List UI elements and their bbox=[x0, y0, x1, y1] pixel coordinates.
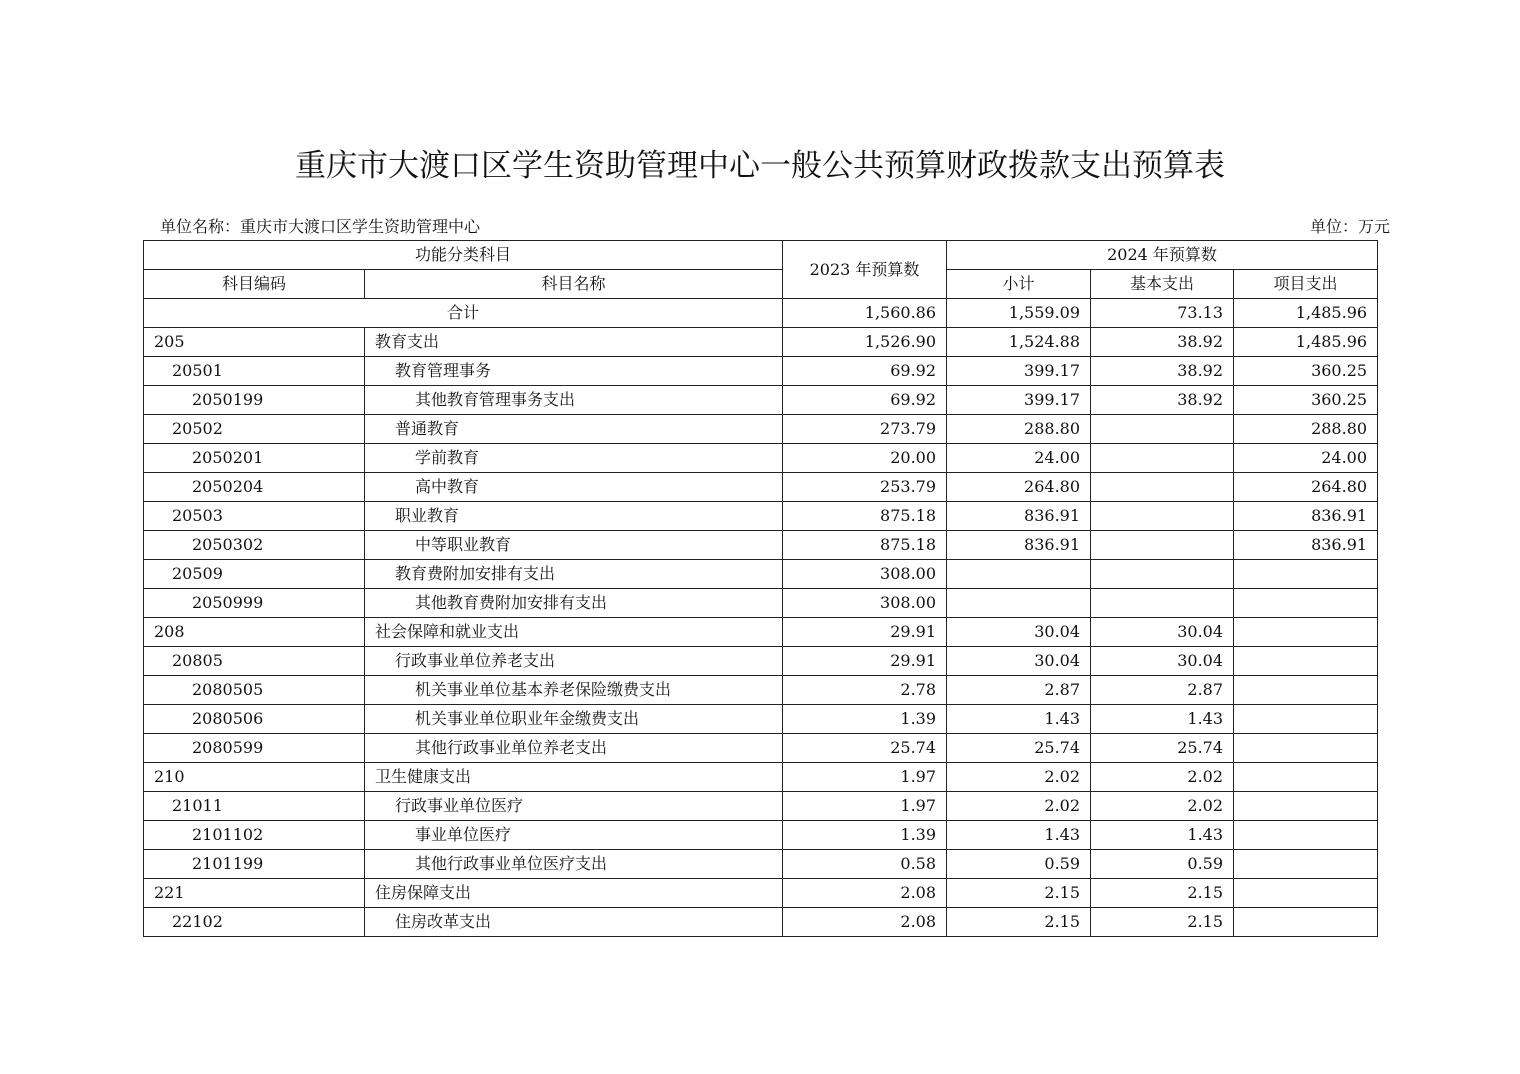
cell-project: 360.25 bbox=[1234, 357, 1378, 386]
cell-basic: 2.02 bbox=[1091, 792, 1234, 821]
cell-project bbox=[1234, 821, 1378, 850]
cell-name: 社会保障和就业支出 bbox=[365, 618, 783, 647]
cell-name: 其他教育费附加安排有支出 bbox=[365, 589, 783, 618]
cell-project bbox=[1234, 908, 1378, 937]
cell-name: 行政事业单位养老支出 bbox=[365, 647, 783, 676]
cell-budget-2023: 1.97 bbox=[783, 792, 947, 821]
cell-subtotal: 399.17 bbox=[947, 357, 1091, 386]
header-budget-2024: 2024 年预算数 bbox=[947, 241, 1378, 270]
cell-basic: 25.74 bbox=[1091, 734, 1234, 763]
header-project: 项目支出 bbox=[1234, 270, 1378, 299]
cell-budget-2023: 875.18 bbox=[783, 502, 947, 531]
cell-basic: 38.92 bbox=[1091, 386, 1234, 415]
cell-basic: 38.92 bbox=[1091, 328, 1234, 357]
header-row-2 bbox=[144, 270, 1378, 299]
cell-budget-2023: 69.92 bbox=[783, 357, 947, 386]
cell-subtotal: 2.87 bbox=[947, 676, 1091, 705]
cell-project bbox=[1234, 676, 1378, 705]
cell-subtotal: 30.04 bbox=[947, 647, 1091, 676]
cell-code: 20502 bbox=[144, 415, 365, 444]
cell-subtotal: 399.17 bbox=[947, 386, 1091, 415]
table-row bbox=[144, 328, 1378, 357]
cell-budget-2023: 2.08 bbox=[783, 908, 947, 937]
cell-subtotal: 1,524.88 bbox=[947, 328, 1091, 357]
cell-code: 20501 bbox=[144, 357, 365, 386]
table-row bbox=[144, 560, 1378, 589]
cell-budget-2023: 20.00 bbox=[783, 444, 947, 473]
cell-budget-2023: 69.92 bbox=[783, 386, 947, 415]
table-row bbox=[144, 676, 1378, 705]
cell-basic bbox=[1091, 531, 1234, 560]
cell-budget-2023: 1,526.90 bbox=[783, 328, 947, 357]
table-row bbox=[144, 850, 1378, 879]
header-subtotal: 小计 bbox=[947, 270, 1091, 299]
cell-project bbox=[1234, 618, 1378, 647]
cell-basic bbox=[1091, 589, 1234, 618]
header-row-1 bbox=[144, 241, 1378, 270]
cell-project bbox=[1234, 647, 1378, 676]
total-subtotal: 1,559.09 bbox=[947, 299, 1091, 328]
cell-subtotal bbox=[947, 560, 1091, 589]
cell-name: 行政事业单位医疗 bbox=[365, 792, 783, 821]
cell-code: 210 bbox=[144, 763, 365, 792]
cell-project bbox=[1234, 792, 1378, 821]
cell-project bbox=[1234, 560, 1378, 589]
header-basic: 基本支出 bbox=[1091, 270, 1234, 299]
cell-name: 卫生健康支出 bbox=[365, 763, 783, 792]
cell-code: 2050199 bbox=[144, 386, 365, 415]
cell-budget-2023: 2.78 bbox=[783, 676, 947, 705]
cell-name: 普通教育 bbox=[365, 415, 783, 444]
cell-subtotal: 2.15 bbox=[947, 879, 1091, 908]
cell-budget-2023: 1.39 bbox=[783, 705, 947, 734]
cell-project: 360.25 bbox=[1234, 386, 1378, 415]
cell-project: 288.80 bbox=[1234, 415, 1378, 444]
table-row bbox=[144, 473, 1378, 502]
cell-name: 其他行政事业单位医疗支出 bbox=[365, 850, 783, 879]
cell-budget-2023: 308.00 bbox=[783, 560, 947, 589]
cell-budget-2023: 0.58 bbox=[783, 850, 947, 879]
table-row bbox=[144, 879, 1378, 908]
cell-code: 2101199 bbox=[144, 850, 365, 879]
cell-basic bbox=[1091, 444, 1234, 473]
cell-subtotal: 288.80 bbox=[947, 415, 1091, 444]
header-code: 科目编码 bbox=[144, 270, 365, 299]
cell-project bbox=[1234, 850, 1378, 879]
cell-budget-2023: 1.39 bbox=[783, 821, 947, 850]
cell-code: 2080506 bbox=[144, 705, 365, 734]
cell-name: 其他教育管理事务支出 bbox=[365, 386, 783, 415]
cell-name: 学前教育 bbox=[365, 444, 783, 473]
table-row bbox=[144, 792, 1378, 821]
cell-project: 1,485.96 bbox=[1234, 328, 1378, 357]
cell-budget-2023: 308.00 bbox=[783, 589, 947, 618]
cell-name: 中等职业教育 bbox=[365, 531, 783, 560]
cell-code: 20805 bbox=[144, 647, 365, 676]
header-name: 科目名称 bbox=[365, 270, 783, 299]
cell-basic: 1.43 bbox=[1091, 821, 1234, 850]
cell-subtotal: 25.74 bbox=[947, 734, 1091, 763]
cell-budget-2023: 253.79 bbox=[783, 473, 947, 502]
unit-name: 单位名称：重庆市大渡口区学生资助管理中心 bbox=[160, 217, 481, 236]
cell-subtotal: 836.91 bbox=[947, 502, 1091, 531]
total-2023: 1,560.86 bbox=[783, 299, 947, 328]
cell-basic: 2.15 bbox=[1091, 879, 1234, 908]
cell-name: 教育管理事务 bbox=[365, 357, 783, 386]
cell-basic: 30.04 bbox=[1091, 618, 1234, 647]
table-row bbox=[144, 589, 1378, 618]
cell-name: 其他行政事业单位养老支出 bbox=[365, 734, 783, 763]
cell-budget-2023: 875.18 bbox=[783, 531, 947, 560]
cell-project bbox=[1234, 589, 1378, 618]
cell-project bbox=[1234, 734, 1378, 763]
cell-budget-2023: 273.79 bbox=[783, 415, 947, 444]
cell-subtotal: 1.43 bbox=[947, 821, 1091, 850]
table-row bbox=[144, 618, 1378, 647]
cell-subtotal: 264.80 bbox=[947, 473, 1091, 502]
cell-subtotal: 2.15 bbox=[947, 908, 1091, 937]
table-row bbox=[144, 908, 1378, 937]
cell-basic: 2.87 bbox=[1091, 676, 1234, 705]
total-project: 1,485.96 bbox=[1234, 299, 1378, 328]
cell-code: 2080599 bbox=[144, 734, 365, 763]
cell-project: 264.80 bbox=[1234, 473, 1378, 502]
total-label: 合计 bbox=[144, 299, 783, 328]
table-row bbox=[144, 647, 1378, 676]
cell-code: 20509 bbox=[144, 560, 365, 589]
cell-code: 2101102 bbox=[144, 821, 365, 850]
table-row bbox=[144, 357, 1378, 386]
cell-project: 836.91 bbox=[1234, 502, 1378, 531]
table-row bbox=[144, 705, 1378, 734]
cell-project: 836.91 bbox=[1234, 531, 1378, 560]
page-title: 重庆市大渡口区学生资助管理中心一般公共预算财政拨款支出预算表 bbox=[295, 148, 1225, 184]
cell-budget-2023: 29.91 bbox=[783, 618, 947, 647]
cell-budget-2023: 2.08 bbox=[783, 879, 947, 908]
cell-basic: 2.15 bbox=[1091, 908, 1234, 937]
table-row bbox=[144, 502, 1378, 531]
cell-basic: 30.04 bbox=[1091, 647, 1234, 676]
cell-code: 22102 bbox=[144, 908, 365, 937]
cell-subtotal: 2.02 bbox=[947, 763, 1091, 792]
cell-code: 2050999 bbox=[144, 589, 365, 618]
cell-project: 24.00 bbox=[1234, 444, 1378, 473]
cell-code: 21011 bbox=[144, 792, 365, 821]
cell-code: 221 bbox=[144, 879, 365, 908]
table-row bbox=[144, 415, 1378, 444]
cell-subtotal: 2.02 bbox=[947, 792, 1091, 821]
cell-name: 机关事业单位职业年金缴费支出 bbox=[365, 705, 783, 734]
total-row bbox=[144, 299, 1378, 328]
cell-basic: 38.92 bbox=[1091, 357, 1234, 386]
cell-subtotal: 0.59 bbox=[947, 850, 1091, 879]
cell-subtotal: 1.43 bbox=[947, 705, 1091, 734]
cell-budget-2023: 1.97 bbox=[783, 763, 947, 792]
cell-code: 2050204 bbox=[144, 473, 365, 502]
header-func-class: 功能分类科目 bbox=[144, 241, 783, 270]
table-row bbox=[144, 734, 1378, 763]
table-row bbox=[144, 444, 1378, 473]
cell-basic: 0.59 bbox=[1091, 850, 1234, 879]
cell-subtotal: 836.91 bbox=[947, 531, 1091, 560]
table-row bbox=[144, 763, 1378, 792]
cell-basic: 2.02 bbox=[1091, 763, 1234, 792]
cell-budget-2023: 25.74 bbox=[783, 734, 947, 763]
cell-project bbox=[1234, 763, 1378, 792]
cell-basic bbox=[1091, 473, 1234, 502]
total-basic: 73.13 bbox=[1091, 299, 1234, 328]
table-row bbox=[144, 821, 1378, 850]
cell-name: 教育费附加安排有支出 bbox=[365, 560, 783, 589]
cell-name: 职业教育 bbox=[365, 502, 783, 531]
cell-basic bbox=[1091, 560, 1234, 589]
cell-code: 2050201 bbox=[144, 444, 365, 473]
cell-budget-2023: 29.91 bbox=[783, 647, 947, 676]
cell-code: 208 bbox=[144, 618, 365, 647]
cell-name: 高中教育 bbox=[365, 473, 783, 502]
cell-subtotal: 30.04 bbox=[947, 618, 1091, 647]
cell-name: 教育支出 bbox=[365, 328, 783, 357]
table-row bbox=[144, 386, 1378, 415]
cell-project bbox=[1234, 705, 1378, 734]
budget-table bbox=[143, 240, 1378, 937]
cell-basic: 1.43 bbox=[1091, 705, 1234, 734]
cell-name: 事业单位医疗 bbox=[365, 821, 783, 850]
cell-name: 住房保障支出 bbox=[365, 879, 783, 908]
unit-label: 单位：万元 bbox=[1309, 217, 1390, 236]
cell-code: 2080505 bbox=[144, 676, 365, 705]
header-budget-2023: 2023 年预算数 bbox=[783, 241, 947, 299]
cell-subtotal bbox=[947, 589, 1091, 618]
cell-code: 20503 bbox=[144, 502, 365, 531]
cell-project bbox=[1234, 879, 1378, 908]
cell-code: 2050302 bbox=[144, 531, 365, 560]
cell-code: 205 bbox=[144, 328, 365, 357]
cell-name: 机关事业单位基本养老保险缴费支出 bbox=[365, 676, 783, 705]
cell-subtotal: 24.00 bbox=[947, 444, 1091, 473]
cell-name: 住房改革支出 bbox=[365, 908, 783, 937]
cell-basic bbox=[1091, 415, 1234, 444]
table-row bbox=[144, 531, 1378, 560]
cell-basic bbox=[1091, 502, 1234, 531]
